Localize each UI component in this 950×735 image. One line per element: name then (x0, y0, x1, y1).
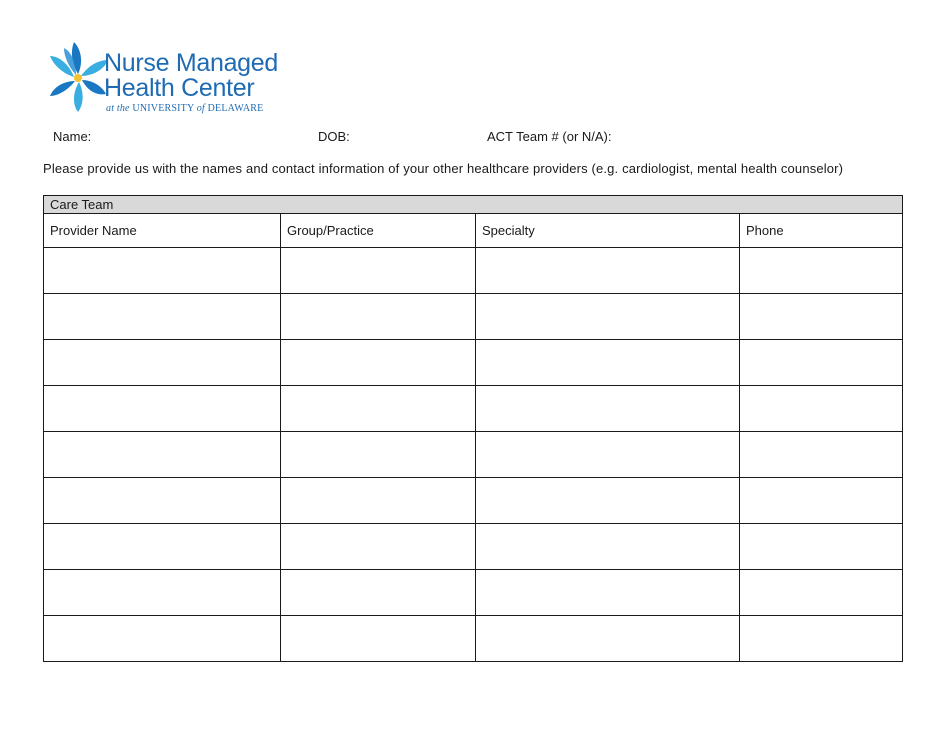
logo-sub-name: DELAWARE (207, 103, 264, 114)
phone-cell[interactable] (740, 248, 903, 294)
provider-name-cell[interactable] (44, 340, 281, 386)
phone-cell[interactable] (740, 386, 903, 432)
table-row (44, 294, 903, 340)
phone-cell[interactable] (740, 524, 903, 570)
phone-cell[interactable] (740, 570, 903, 616)
table-row (44, 248, 903, 294)
logo-sub-prefix: at the (106, 103, 130, 114)
starburst-logo-icon (46, 40, 110, 116)
logo-subtitle (106, 103, 263, 114)
specialty-cell[interactable] (476, 432, 740, 478)
group-practice-cell[interactable] (281, 478, 476, 524)
table-row (44, 432, 903, 478)
provider-name-cell[interactable] (44, 248, 281, 294)
group-practice-cell[interactable] (281, 248, 476, 294)
phone-cell[interactable] (740, 616, 903, 662)
phone-cell[interactable] (740, 294, 903, 340)
provider-name-cell[interactable] (44, 386, 281, 432)
phone-cell[interactable] (740, 432, 903, 478)
logo-sub-of: of (196, 103, 205, 114)
table-row (44, 616, 903, 662)
group-practice-cell[interactable] (281, 294, 476, 340)
phone-cell[interactable] (740, 340, 903, 386)
group-practice-cell[interactable] (281, 524, 476, 570)
specialty-cell[interactable] (476, 478, 740, 524)
act-team-field-label: ACT Team # (or N/A): (487, 129, 612, 144)
instructions-text: Please provide us with the names and contact information of your other healthcare providers (e.g. cardiologist, mental health counselor) (43, 161, 844, 176)
column-header-specialty: Specialty (476, 214, 740, 248)
provider-name-cell[interactable] (44, 478, 281, 524)
group-practice-cell[interactable] (281, 570, 476, 616)
specialty-cell[interactable] (476, 294, 740, 340)
provider-name-cell[interactable] (44, 616, 281, 662)
provider-name-cell[interactable] (44, 432, 281, 478)
group-practice-cell[interactable] (281, 616, 476, 662)
dob-field-label: DOB: (318, 129, 350, 144)
logo-title-line2: Health Center (104, 74, 255, 102)
specialty-cell[interactable] (476, 570, 740, 616)
table-row (44, 386, 903, 432)
logo-title-line1: Nurse Managed (104, 49, 278, 77)
care-team-banner: Care Team (44, 196, 903, 214)
name-field-label: Name: (53, 129, 92, 144)
table-row (44, 524, 903, 570)
group-practice-cell[interactable] (281, 340, 476, 386)
table-row (44, 570, 903, 616)
column-header-group-practice: Group/Practice (281, 214, 476, 248)
table-row (44, 340, 903, 386)
specialty-cell[interactable] (476, 524, 740, 570)
column-header-phone: Phone (740, 214, 903, 248)
phone-cell[interactable] (740, 478, 903, 524)
specialty-cell[interactable] (476, 616, 740, 662)
provider-name-cell[interactable] (44, 570, 281, 616)
specialty-cell[interactable] (476, 386, 740, 432)
provider-name-cell[interactable] (44, 524, 281, 570)
provider-name-cell[interactable] (44, 294, 281, 340)
organization-logo (46, 40, 306, 116)
logo-sub-university: UNIVERSITY (132, 103, 195, 114)
table-row (44, 478, 903, 524)
care-team-table (43, 195, 903, 662)
group-practice-cell[interactable] (281, 432, 476, 478)
group-practice-cell[interactable] (281, 386, 476, 432)
specialty-cell[interactable] (476, 340, 740, 386)
specialty-cell[interactable] (476, 248, 740, 294)
column-header-provider-name: Provider Name (44, 214, 281, 248)
